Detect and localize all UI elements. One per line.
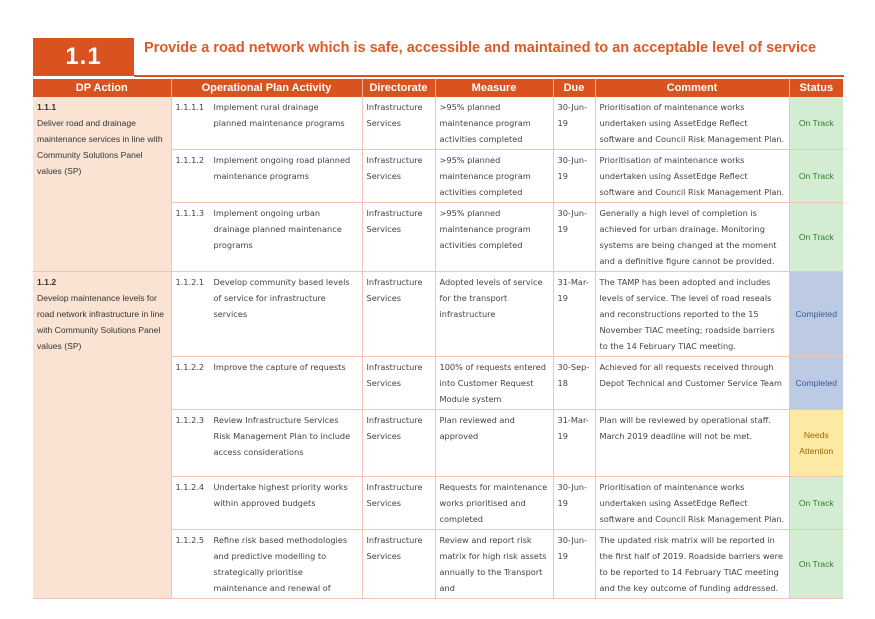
col-status: Status [789, 79, 843, 97]
comment-cell: Prioritisation of maintenance works undertaken using AssetEdge Reflect software and Council Risk Management Plan. [595, 150, 789, 203]
status-badge: Completed [789, 357, 843, 410]
header-rule [134, 75, 844, 77]
col-comment: Comment [595, 79, 789, 97]
status-badge: On Track [789, 477, 843, 530]
status-badge: On Track [789, 97, 843, 150]
activity-number: 1.1.2.2 [175, 362, 205, 372]
measure-cell: >95% planned maintenance program activities completed [435, 203, 553, 272]
directorate-cell: Infrastructure Services [362, 97, 435, 150]
table-row [33, 272, 843, 357]
col-due: Due [553, 79, 595, 97]
activity-cell [171, 410, 362, 477]
activity-cell [171, 150, 362, 203]
measure-cell: Review and report risk matrix for high risk assets annually to the Transport and [435, 530, 553, 599]
section-header [33, 38, 843, 78]
activity-number: 1.1.1.1 [175, 102, 205, 112]
status-badge: On Track [789, 203, 843, 272]
section-number-badge: 1.1 [33, 38, 134, 76]
dp-action-code: 1.1.1 [37, 102, 57, 112]
comment-cell: The updated risk matrix will be reported in the first half of 2019. Roadside barriers were to be reported to 14 February TIAC meeting and the key outcome of funding addressed. [595, 530, 789, 599]
due-cell: 30-Jun-19 [553, 477, 595, 530]
activity-text: Improve the capture of requests [213, 362, 346, 372]
status-badge: On Track [789, 150, 843, 203]
section-title: Provide a road network which is safe, accessible and maintained to an acceptable level of service [144, 40, 817, 56]
status-badge: On Track [789, 530, 843, 599]
comment-cell: The TAMP has been adopted and includes levels of service. The level of road reseals and reconstructions reported to the 15 November TIAC meeting; roadside barriers to the 14 February TIAC meeting. [595, 272, 789, 357]
dp-action-cell [33, 97, 171, 272]
activity-cell [171, 357, 362, 410]
activity-text: Review Infrastructure Services Risk Management Plan to include access considerations [213, 415, 351, 457]
activity-number: 1.1.1.2 [175, 155, 205, 165]
table-row [33, 97, 843, 150]
activity-text: Develop community based levels of service for infrastructure services [213, 277, 350, 319]
activity-cell [171, 203, 362, 272]
activity-text: Undertake highest priority works within approved budgets [213, 482, 348, 508]
directorate-cell: Infrastructure Services [362, 357, 435, 410]
measure-cell: Requests for maintenance works prioritised and completed [435, 477, 553, 530]
measure-cell: Adopted levels of service for the transport infrastructure [435, 272, 553, 357]
dp-action-code: 1.1.2 [37, 277, 57, 287]
activity-cell [171, 97, 362, 150]
comment-cell: Plan will be reviewed by operational staff. March 2019 deadline will not be met. [595, 410, 789, 477]
dp-action-description: Deliver road and drainage maintenance services in line with Community Solutions Panel values (SP) [37, 118, 163, 176]
due-cell: 30-Jun-19 [553, 203, 595, 272]
activity-text: Implement ongoing urban drainage planned maintenance programs [213, 208, 342, 250]
directorate-cell: Infrastructure Services [362, 477, 435, 530]
comment-cell: Prioritisation of maintenance works undertaken using AssetEdge Reflect software and Council Risk Management Plan. [595, 97, 789, 150]
activity-number: 1.1.2.1 [175, 277, 205, 287]
due-cell: 31-Mar-19 [553, 410, 595, 477]
col-operational-plan-activity: Operational Plan Activity [171, 79, 362, 97]
activity-number: 1.1.1.3 [175, 208, 205, 218]
directorate-cell: Infrastructure Services [362, 530, 435, 599]
measure-cell: 100% of requests entered into Customer Request Module system [435, 357, 553, 410]
activity-number: 1.1.2.4 [175, 482, 205, 492]
activity-text: Refine risk based methodologies and predictive modelling to strategically prioritise maintenance and renewal of [213, 535, 348, 593]
directorate-cell: Infrastructure Services [362, 150, 435, 203]
due-cell: 30-Jun-19 [553, 530, 595, 599]
activity-text: Implement ongoing road planned maintenance programs [213, 155, 351, 181]
activity-cell [171, 477, 362, 530]
directorate-cell: Infrastructure Services [362, 203, 435, 272]
table-header-row [33, 79, 843, 97]
comment-cell: Achieved for all requests received through Depot Technical and Customer Service Team [595, 357, 789, 410]
comment-cell: Prioritisation of maintenance works undertaken using AssetEdge Reflect software and Council Risk Management Plan. [595, 477, 789, 530]
activity-number: 1.1.2.5 [175, 535, 205, 545]
col-directorate: Directorate [362, 79, 435, 97]
dp-action-cell [33, 272, 171, 599]
col-dp-action: DP Action [33, 79, 171, 97]
due-cell: 30-Jun-19 [553, 97, 595, 150]
due-cell: 30-Sep-18 [553, 357, 595, 410]
directorate-cell: Infrastructure Services [362, 272, 435, 357]
measure-cell: Plan reviewed and approved [435, 410, 553, 477]
activity-cell [171, 530, 362, 599]
dp-action-description: Develop maintenance levels for road network infrastructure in line with Community Solutions Panel values (SP) [37, 293, 165, 351]
operational-plan-table [33, 79, 843, 599]
status-badge: Completed [789, 272, 843, 357]
col-measure: Measure [435, 79, 553, 97]
due-cell: 30-Jun-19 [553, 150, 595, 203]
directorate-cell: Infrastructure Services [362, 410, 435, 477]
measure-cell: >95% planned maintenance program activities completed [435, 150, 553, 203]
activity-number: 1.1.2.3 [175, 415, 205, 425]
activity-cell [171, 272, 362, 357]
comment-cell: Generally a high level of completion is achieved for urban drainage. Monitoring systems are being changed at the moment and a definitive figure cannot be provided. [595, 203, 789, 272]
measure-cell: >95% planned maintenance program activities completed [435, 97, 553, 150]
status-badge: Needs Attention [789, 410, 843, 477]
activity-text: Implement rural drainage planned maintenance programs [213, 102, 345, 128]
due-cell: 31-Mar-19 [553, 272, 595, 357]
